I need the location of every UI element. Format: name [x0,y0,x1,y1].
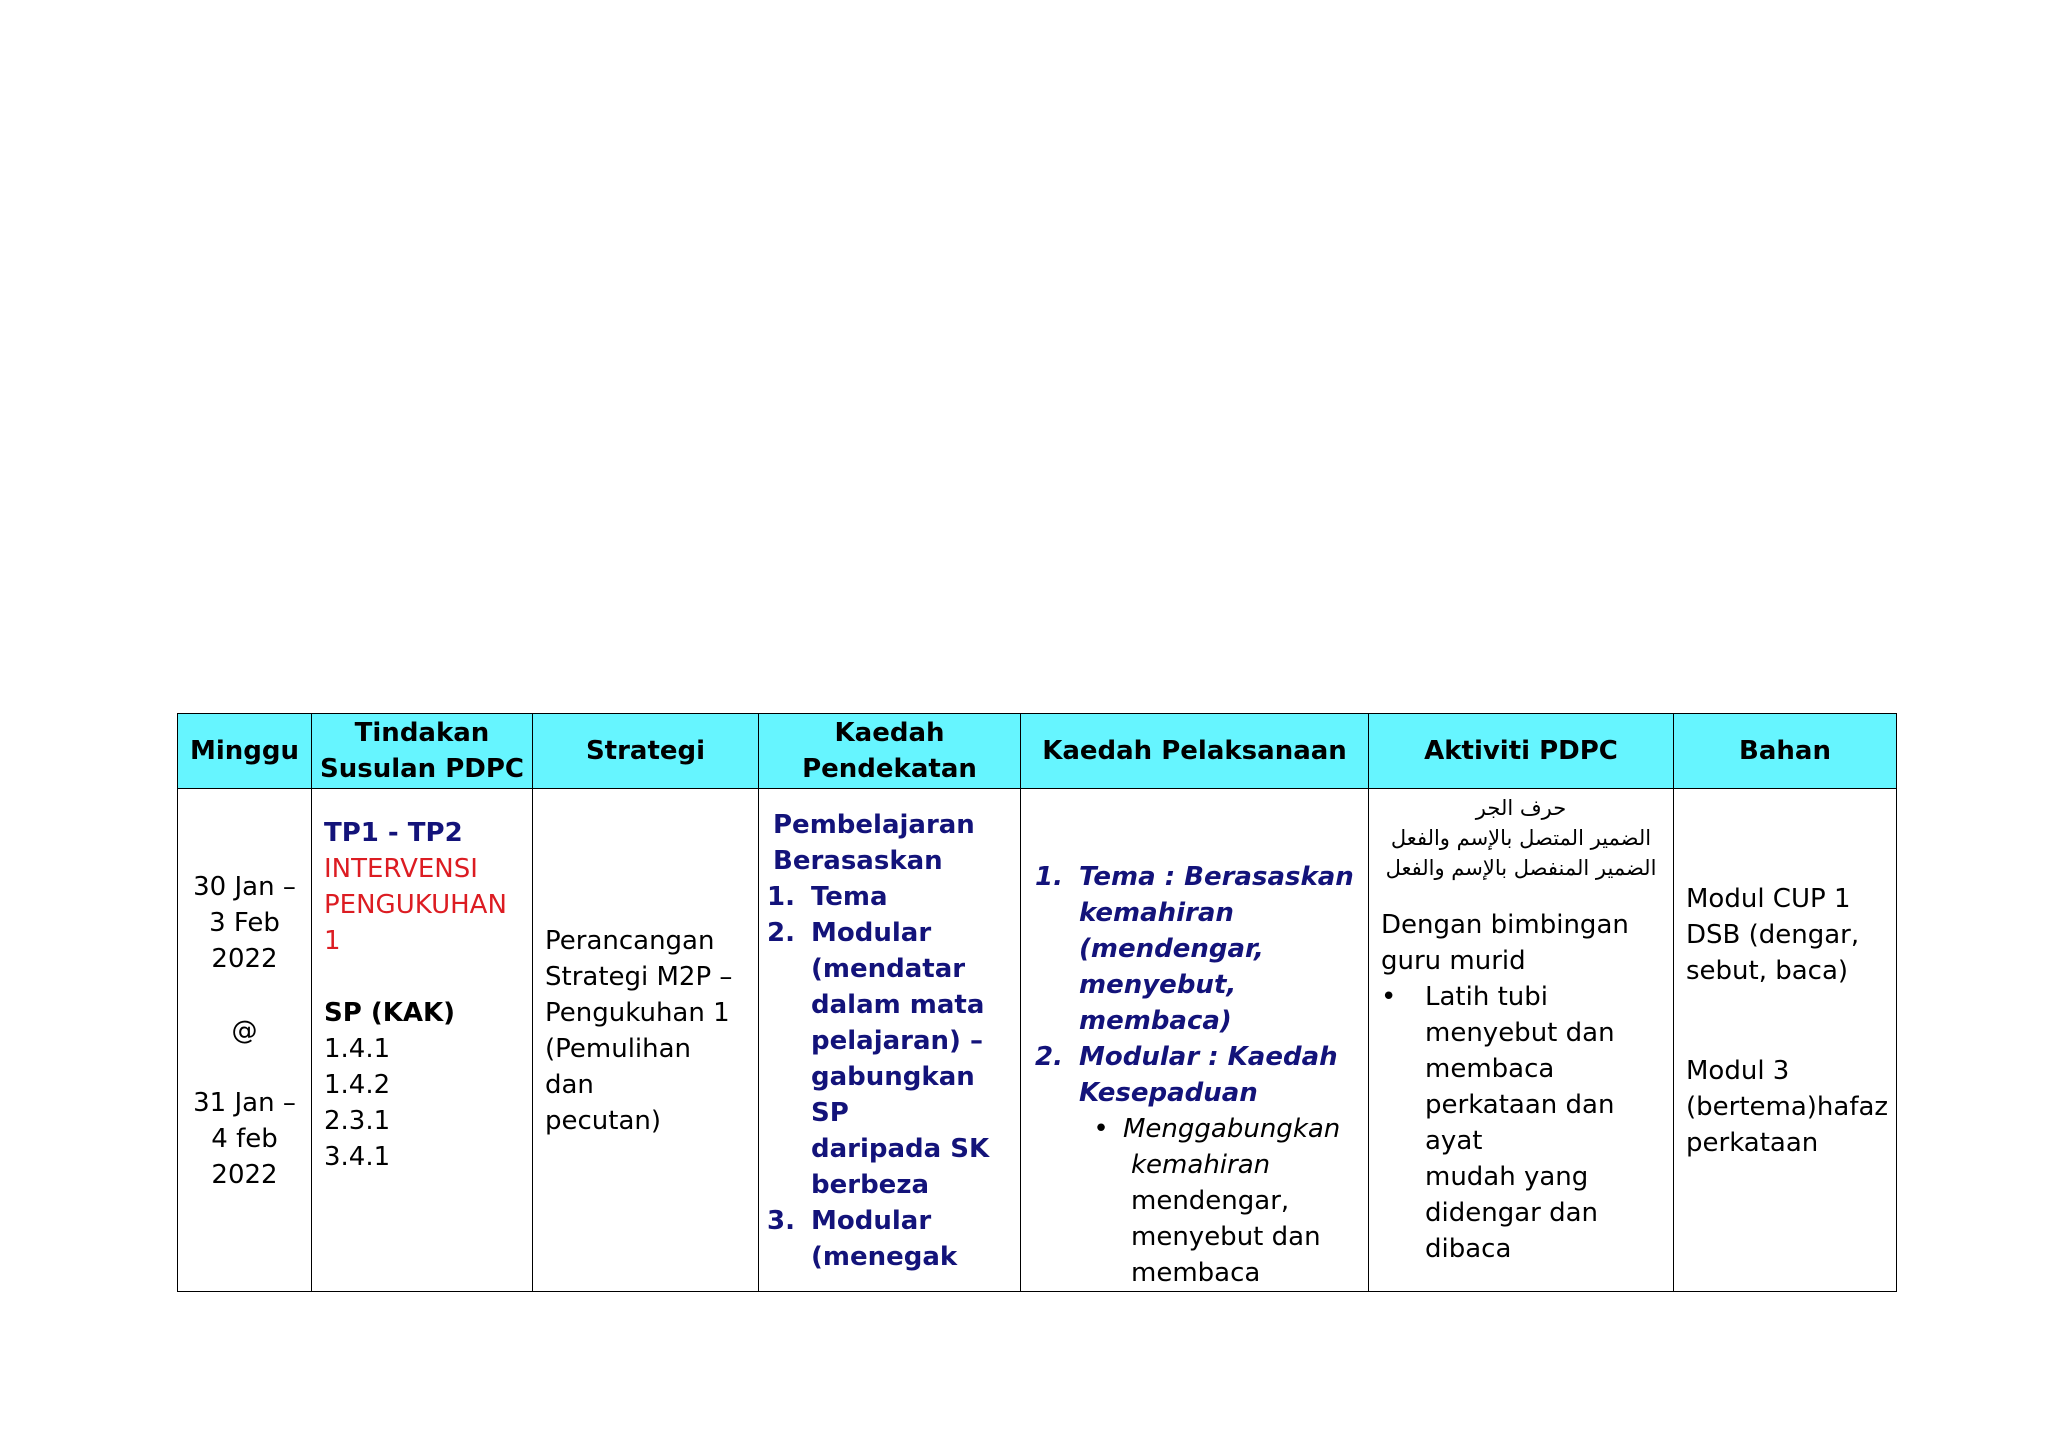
list-number: 2. [1035,1042,1063,1072]
cell-bahan [1674,789,1897,1292]
minggu-line: 2022 [211,1160,278,1190]
list-text: (mendengar, [1079,934,1264,964]
arabic-line: الضمير المنفصل بالإسم والفعل [1385,856,1657,880]
intervensi-line: INTERVENSI [324,854,478,884]
cell-aktiviti [1369,789,1674,1292]
minggu-line: 31 Jan – [193,1088,296,1118]
sp-code: 1.4.1 [324,1034,391,1064]
minggu-line: 30 Jan – [193,872,296,902]
strategi-line: Perancangan [545,926,715,956]
sp-code: 2.3.1 [324,1106,391,1136]
bahan-line: Modul 3 [1686,1056,1790,1086]
list-text: berbeza [811,1170,929,1200]
sp-code: 1.4.2 [324,1070,391,1100]
strategi-line: Strategi M2P – [545,962,733,992]
bahan-line: (bertema)hafaz [1686,1092,1889,1122]
bullet-text: Menggabungkan [1123,1114,1341,1144]
minggu-at: @ [231,1016,258,1046]
header-bahan: Bahan [1674,714,1897,789]
list-number: 1. [767,882,795,912]
lesson-plan-table [177,713,1897,1292]
bahan-line: perkataan [1686,1128,1819,1158]
list-text: Tema [811,882,888,912]
sp-code: 3.4.1 [324,1142,391,1172]
bullet-text: menyebut dan [1131,1222,1321,1252]
list-text: kemahiran [1079,898,1234,928]
header-pelaksanaan: Kaedah Pelaksanaan [1021,714,1369,789]
sp-label: SP (KAK) [324,998,456,1028]
strategi-line: pecutan) [545,1106,662,1136]
cell-strategi [533,789,759,1292]
list-text: daripada SK [811,1134,990,1164]
minggu-line: 3 Feb [209,908,280,938]
header-tindakan [312,714,533,789]
bullet-text: menyebut dan [1425,1018,1615,1048]
list-text: pelajaran) – [811,1026,983,1056]
list-item [767,1203,1008,1275]
bullet-text: membaca [1131,1258,1261,1288]
minggu-line: 2022 [211,944,278,974]
bullet-item [1035,1111,1356,1291]
header-row [178,714,1897,789]
cell-pelaksanaan [1021,789,1369,1292]
cell-minggu [178,789,312,1292]
cell-kaedah [759,789,1021,1292]
bullet-text: didengar dan [1425,1198,1599,1228]
header-kaedah-line1: Kaedah [834,718,945,748]
header-tindakan-line1: Tindakan [354,718,490,748]
list-number: 1. [1035,862,1063,892]
list-text: dalam mata [811,990,985,1020]
bahan-line: sebut, baca) [1686,956,1849,986]
cell-tindakan [312,789,533,1292]
bahan-line: Modul CUP 1 [1686,884,1851,914]
tp-label: TP1 - TP2 [324,818,463,848]
intervensi-line: 1 [324,926,341,956]
list-text: Kesepaduan [1079,1078,1258,1108]
bullet-item [1381,979,1661,1267]
minggu-line: 4 feb [211,1124,278,1154]
list-text: (mendatar [811,954,966,984]
bullet-text: Latih tubi [1425,982,1548,1012]
list-number: 2. [767,918,795,948]
header-kaedah [759,714,1021,789]
list-text: Modular [811,918,932,948]
bullet-text: mudah yang [1425,1162,1589,1192]
list-text: Modular : Kaedah [1079,1042,1338,1072]
bullet-dot: • [1381,982,1397,1012]
header-aktiviti: Aktiviti PDPC [1369,714,1674,789]
intervensi-line: PENGUKUHAN [324,890,507,920]
list-text: Tema : Berasaskan [1079,862,1354,892]
aktiviti-intro: Dengan bimbingan [1381,910,1629,940]
kaedah-heading: Berasaskan [773,846,943,876]
bahan-line: DSB (dengar, [1686,920,1860,950]
arabic-line: الضمير المتصل بالإسم والفعل [1390,826,1652,850]
arabic-line: حرف الجر [1475,796,1567,820]
list-text: gabungkan SP [811,1062,975,1128]
header-kaedah-line2: Pendekatan [802,754,977,784]
header-minggu: Minggu [178,714,312,789]
aktiviti-intro: guru murid [1381,946,1526,976]
strategi-line: Pengukuhan 1 [545,998,730,1028]
header-tindakan-line2: Susulan PDPC [319,754,524,784]
list-item [1035,859,1356,1039]
table-row [178,789,1897,1292]
strategi-line: (Pemulihan dan [545,1034,692,1100]
bullet-text: perkataan dan ayat [1425,1090,1615,1156]
list-text: (menegak [811,1242,958,1272]
bullet-text: mendengar, [1131,1186,1290,1216]
list-item [1035,1039,1356,1111]
list-text: menyebut, membaca) [1079,970,1237,1036]
bullet-text: kemahiran [1131,1150,1271,1180]
header-strategi: Strategi [533,714,759,789]
list-text: Modular [811,1206,932,1236]
bullet-text: dibaca [1425,1234,1512,1264]
list-item [767,879,1008,915]
list-item [767,915,1008,1203]
kaedah-heading: Pembelajaran [773,810,975,840]
bullet-text: membaca [1425,1054,1555,1084]
list-number: 3. [767,1206,795,1236]
bullet-dot: • [1093,1114,1109,1144]
